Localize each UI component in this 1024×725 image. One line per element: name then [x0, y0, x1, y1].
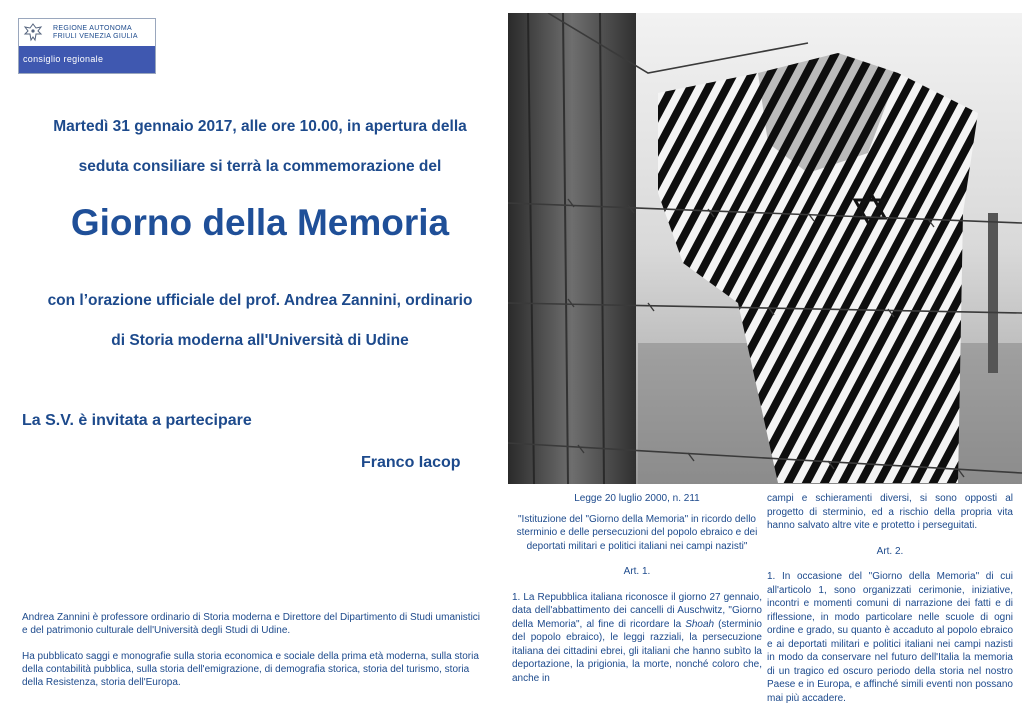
speaker-bio-paragraph-2: Ha pubblicato saggi e monografie sulla storia economica e sociale della prima età moderna, sulla storia della contabilità pubblica, sulla storia dell'emigrazione, di demografia storica, storia del turismo, storia della Resistenza, storia dell'Europa.	[22, 651, 479, 688]
art1-text-post: (sterminio del popolo ebraico), le leggi razziali, la persecuzione italiana dei cittadini ebrei, gli italiani che hanno subìto la deportazione, la prigionia, la morte, nonché coloro che, anche in	[512, 618, 762, 684]
page-title: Giorno della Memoria	[70, 202, 450, 243]
art1-continuation: campi e schieramenti diversi, si sono opposti al progetto di sterminio, ed a rischio della propria vita hanno salvato altre vite e protetto i perseguitati.	[767, 493, 1013, 531]
logo-region-line2: FRIULI VENEZIA GIULIA	[53, 33, 138, 40]
art1-text	[512, 591, 762, 686]
intro-line-1: Martedì 31 gennaio 2017, alle ore 10.00, in apertura della	[53, 118, 467, 135]
regional-council-logo	[18, 18, 156, 74]
eagle-emblem-icon	[23, 22, 43, 44]
logo-header	[19, 19, 155, 47]
art1-text-italic: Shoah	[685, 618, 715, 630]
oration-line-2: di Storia moderna all'Università di Udine	[111, 332, 409, 349]
law-text-column-1	[512, 492, 762, 685]
oration-line-1: con l’orazione ufficiale del prof. Andrea Zannini, ordinario	[47, 292, 473, 309]
barbed-wire-uniform-image	[508, 13, 1022, 484]
intro-line-2: seduta consiliare si terrà la commemorazione del	[78, 158, 442, 175]
law-text-column-2	[767, 492, 1013, 705]
striped-uniform-photo	[508, 13, 1022, 484]
art2-heading: Art. 2.	[876, 545, 904, 557]
logo-region-line1: REGIONE AUTONOMA	[53, 25, 132, 32]
art1-text-pre: 1. La Repubblica italiana riconosce il giorno 27 gennaio, data dell'abbattimento dei cancelli di Auschwitz, "Giorno della Memoria", al fine di ricordare la	[512, 591, 762, 630]
law-subtitle: "Istituzione del "Giorno della Memoria" in ricordo dello sterminio e delle persecuzioni del popolo ebraico e dei deportati militari e politici italiani nei campi nazisti"	[516, 513, 758, 552]
art2-text: 1. In occasione del "Giorno della Memoria" di cui all'articolo 1, sono organizzati cerimonie, iniziative, incontri e momenti comuni di narrazione dei fatti e di riflessione, in modo particolare nelle scuole di ogni ordine e grado, su quanto è accaduto al popolo ebraico e ai deportati militari e politici italiani nei campi nazisti in modo da conservare nel futuro dell'Italia la memoria di un tragico ed oscuro periodo della storia nel nostro Paese e in Europa, e affinché simili eventi non possano mai più accadere.	[767, 571, 1013, 704]
invitation-text: La S.V. è invitata a partecipare	[22, 412, 252, 429]
logo-council-band: consiglio regionale	[19, 46, 155, 73]
law-heading: Legge 20 luglio 2000, n. 211	[574, 493, 700, 504]
art1-heading: Art. 1.	[623, 566, 651, 577]
speaker-bio-paragraph-1: Andrea Zannini è professore ordinario di Storia moderna e Direttore del Dipartimento di Studi umanistici e del patrimonio culturale dell'Università degli Studi di Udine.	[22, 612, 481, 636]
signature: Franco Iacop	[361, 454, 461, 471]
